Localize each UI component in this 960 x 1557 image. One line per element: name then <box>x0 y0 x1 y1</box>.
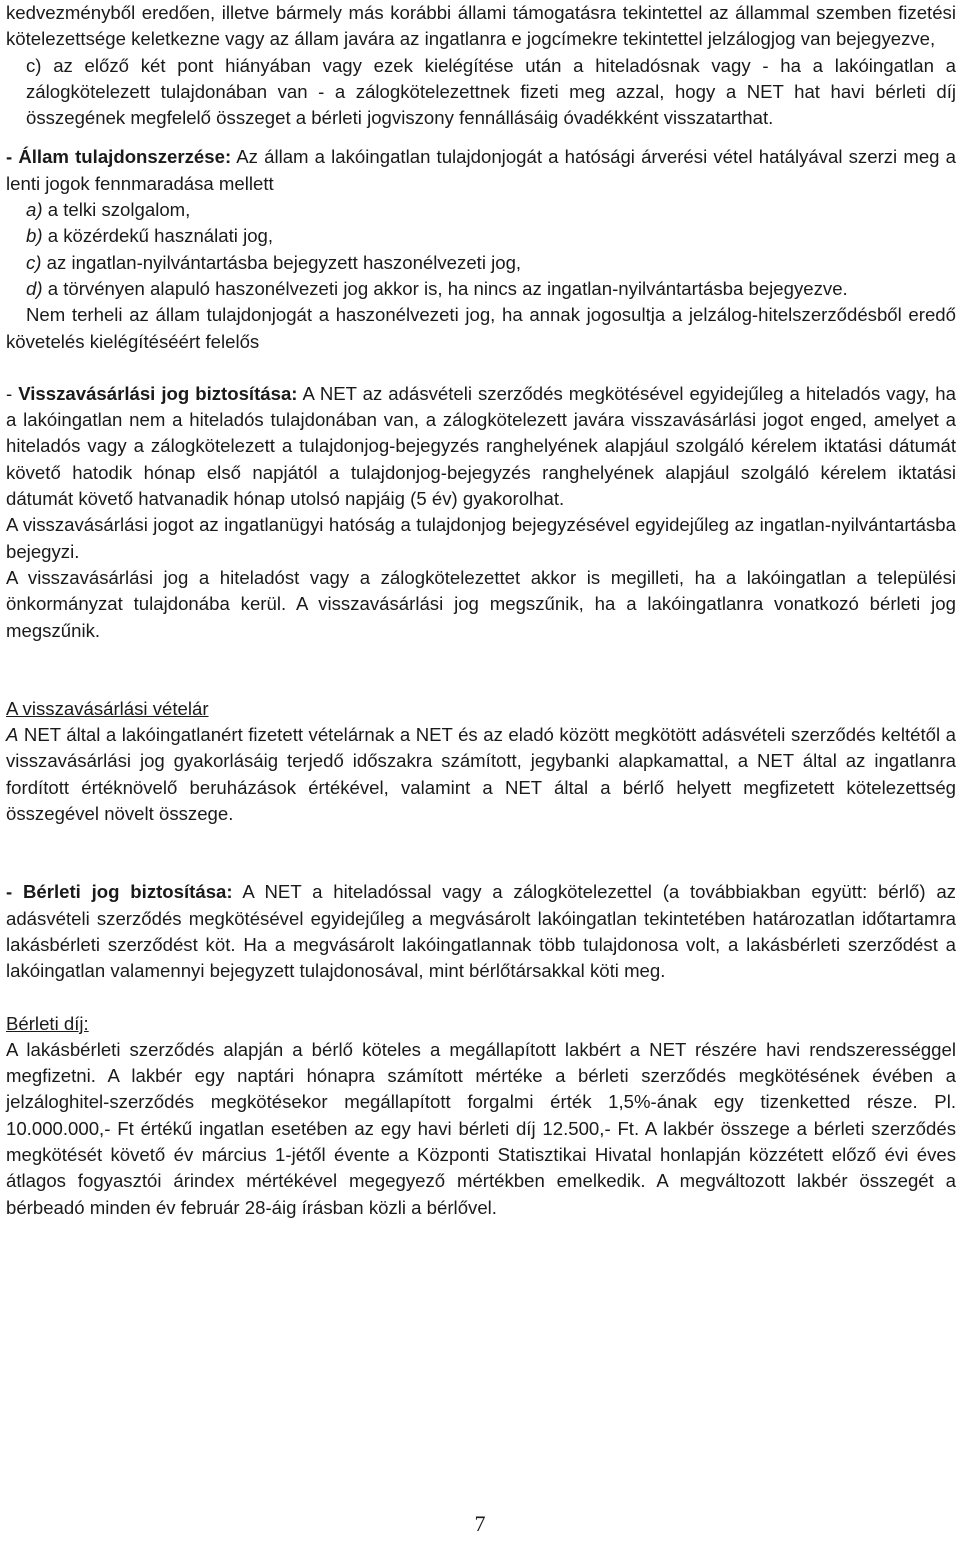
dash-prefix: - <box>6 382 19 404</box>
berleti-dij-paragraph: A lakásbérleti szerződés alapján a bérlő köteles a megállapított lakbért a NET részére havi rendszerességgel megfizetni. A lakbér egy naptári hónapra számított mértéke a bérleti szerződés megkötésének évében a jelzáloghitel-szerződés megkötésekor megállapított forgalmi érték 1,5%-ának egy tizenketted része. Pl. 10.000.000,- Ft értékű ingatlan esetében az egy havi bérleti díj 12.500,- Ft. A lakbér összege a bérleti szerződés megkötését követő év március 1-jétől évente a Központi Statisztikai Hivatal honlapján közzétett előző évi éves átlagos fogyasztói árindex mértékével megegyező mértékben emelkedik. A megváltozott lakbér összegét a bérbeadó minden év február 28-áig írásban közli a bérlővel. <box>6 1038 956 1218</box>
allam-list-item-c <box>6 250 956 276</box>
list-letter-d: d) <box>26 277 43 299</box>
allam-list-item-d <box>6 276 956 302</box>
allam-list-item-b <box>6 223 956 249</box>
berleti-dij-heading <box>6 1011 956 1037</box>
list-letter-c: c) <box>26 251 42 273</box>
document-body <box>6 0 956 1221</box>
berleti-jog-heading: - Bérleti jog biztosítása: <box>6 881 233 903</box>
intro-point-c: c) az előző két pont hiányában vagy ezek kielégítése után a hiteladósnak vagy - ha a lakóingatlan a zálogkötelezett tulajdonában van - a zálogkötelezettnek fizeti meg azzal, hogy a NET hat havi bérleti díj összegének megfelelő összeget a bérleti jogviszony fennállásáig óvadékként visszatarthat. <box>26 54 956 129</box>
vetelar-text: NET által a lakóingatlanért fizetett vételárnak a NET és az eladó között megkötött adásvételi szerződés keltétől a visszavásárlási jog gyakorlásáig terjedő időszakra számított, jegybanki alapkamattal, a NET által az ingatlanra fordított értéknövelő beruházások értékével, valamint a NET által a bérlő helyett megfizetett kötelezettség összegével növelt összege. <box>6 724 956 825</box>
allam-tulajdonszerzese-text: Az állam a lakóingatlan tulajdonjogát a hatósági árverési vétel hatályával szerzi meg a lenti jogok fennmaradása mellett <box>6 146 956 194</box>
berleti-jog-paragraph <box>6 879 956 984</box>
vetelar-heading <box>6 696 956 722</box>
intro-paragraph: kedvezményből eredően, illetve bármely más korábbi állami támogatásra tekintettel az állammal szemben fizetési kötelezettsége keletkezne vagy az állam javára az ingatlanra e jogcímekre tekintettel jelzálogjog van bejegyezve, <box>6 2 956 50</box>
allam-list-item-a <box>6 197 956 223</box>
list-letter-a: a) <box>26 199 43 221</box>
list-text-b: a közérdekű használati jog, <box>42 225 274 247</box>
list-text-c: az ingatlan-nyilvántartásba bejegyzett haszonélvezeti jog, <box>41 251 522 273</box>
list-text-d: a törvényen alapuló haszonélvezeti jog akkor is, ha nincs az ingatlan-nyilvántartásba bejegyezve. <box>42 277 848 299</box>
nem-terheli-paragraph: Nem terheli az állam tulajdonjogát a haszonélvezeti jog, ha annak jogosultja a jelzálog-hitelszerződésből eredő követelés kielégítéséért felelős <box>6 304 956 352</box>
list-text-a: a telki szolgalom, <box>42 199 191 221</box>
allam-tulajdonszerzese-paragraph <box>6 144 956 197</box>
berleti-jog-text: A NET a hiteladóssal vagy a zálogkötelezettel (a továbbiakban együtt: bérlő) az adásvételi szerződés megkötésével egyidejűleg a megvásárolt lakóingatlan tekintetében határozatlan időtartamra lakásbérleti szerződést köt. Ha a megvásárolt lakóingatlannak több tulajdonosa volt, a lakásbérleti szerződést a lakóingatlan valamennyi bejegyzett tulajdonosával, mint bérlőtársakkal köti meg. <box>6 881 956 982</box>
berleti-dij-heading-text: Bérleti díj: <box>6 1012 89 1034</box>
visszavasarlasi-jog-heading: Visszavásárlási jog biztosítása: <box>18 382 298 404</box>
visszavasarlasi-megilleti-paragraph: A visszavásárlási jog a hiteladóst vagy a zálogkötelezettet akkor is megilleti, ha a lakóingatlan a települési önkormányzat tulajdonába kerül. A visszavásárlási jog megszűnik, ha a lakóingatlanra vonatkozó bérleti jog megszűnik. <box>6 566 956 641</box>
allam-tulajdonszerzese-heading: - Állam tulajdonszerzése: <box>6 146 232 168</box>
vetelar-first-word: A <box>6 724 19 746</box>
visszavasarlasi-jog-paragraph <box>6 381 956 512</box>
vetelar-paragraph <box>6 722 956 827</box>
visszavasarlasi-bejegyzes-paragraph: A visszavásárlási jogot az ingatlanügyi hatóság a tulajdonjog bejegyzésével egyidejűleg az ingatlan-nyilvántartásba bejegyzi. <box>6 514 956 562</box>
list-letter-b: b) <box>26 225 43 247</box>
vetelar-heading-text: A visszavásárlási vételár <box>6 697 209 719</box>
visszavasarlasi-jog-text: A NET az adásvételi szerződés megkötésével egyidejűleg a hiteladós vagy, ha a lakóingatlan nem a hiteladós tulajdonában van, a zálogkötelezett javára visszavásárlási jogot enged, amelyet a hiteladós vagy a zálogkötelezett a tulajdonjog-bejegyzés ranghelyének alapjául szolgáló kérelem iktatási dátumát követő hatodik hónap első napjától a tulajdonjog-bejegyzés ranghelyének alapjául szolgáló kérelem iktatási dátumát követő hatvanadik hónap utolsó napjáig (5 év) gyakorolhat. <box>6 382 956 510</box>
page-number: 7 <box>474 1511 486 1536</box>
